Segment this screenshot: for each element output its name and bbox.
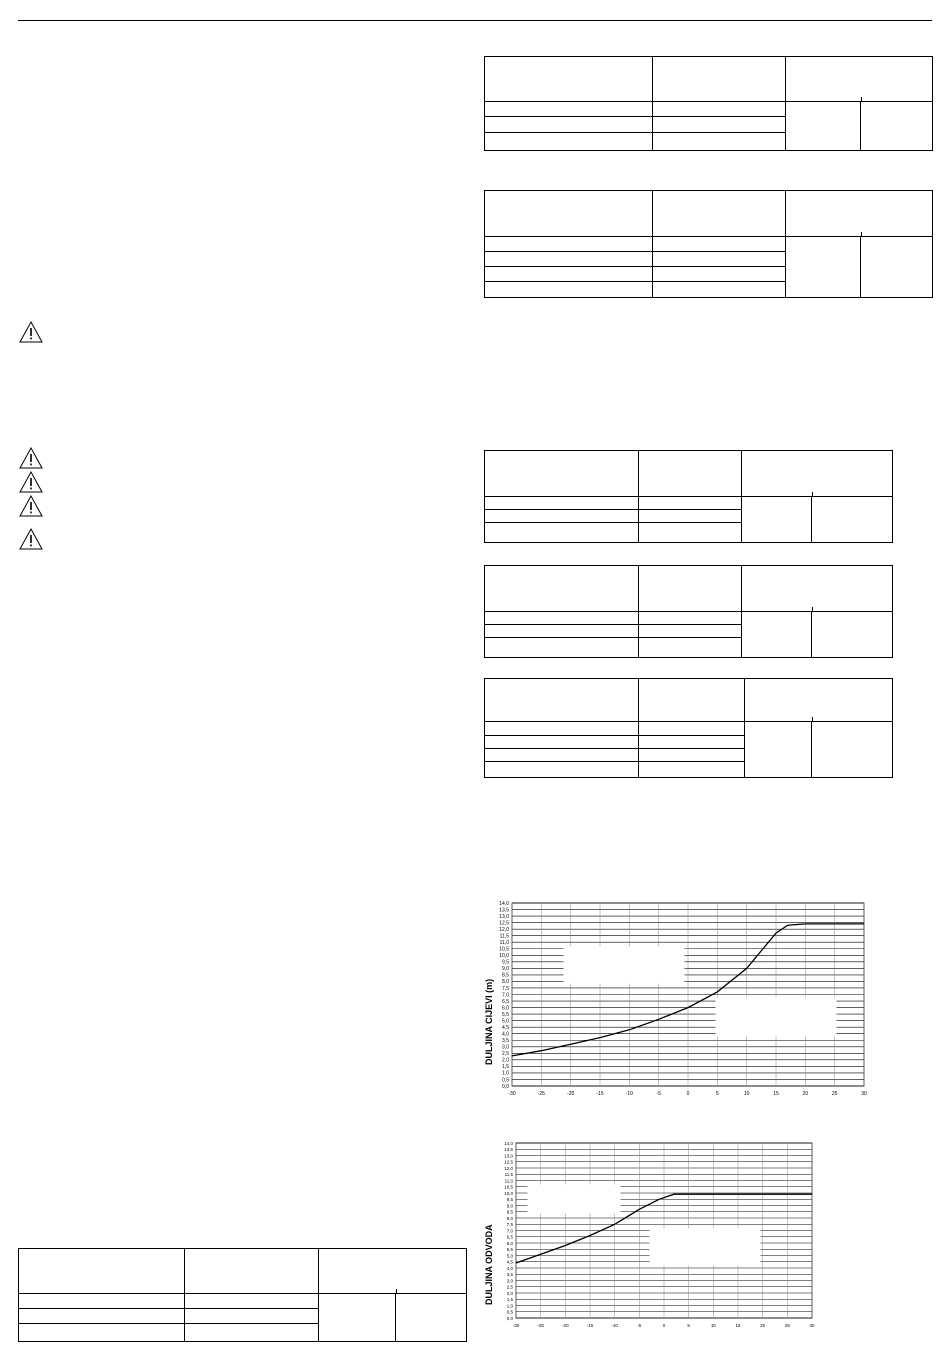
y-tick-label: 9,5 bbox=[502, 959, 509, 966]
x-tick-label: 25 bbox=[784, 1323, 790, 1328]
y-tick-label: 9,5 bbox=[506, 1197, 513, 1203]
y-tick-label: 7,0 bbox=[502, 992, 509, 999]
spec-table-6 bbox=[18, 1248, 467, 1342]
y-tick-label: 3,0 bbox=[502, 1044, 509, 1051]
y-tick-label: 11,5 bbox=[504, 1172, 513, 1178]
y-tick-label: 0,5 bbox=[502, 1077, 509, 1084]
y-tick-label: 5,5 bbox=[506, 1247, 513, 1253]
y-tick-label: 0,0 bbox=[506, 1315, 513, 1321]
y-tick-label: 11,5 bbox=[499, 933, 509, 940]
y-tick-labels bbox=[499, 901, 509, 1090]
x-tick-label: -15 bbox=[596, 1091, 604, 1097]
y-tick-label: 1,5 bbox=[502, 1064, 509, 1071]
warning-triangle-icon bbox=[18, 527, 44, 551]
y-axis-label: DULJINA CIJEVI (m) bbox=[484, 978, 494, 1065]
y-tick-label: 10,5 bbox=[499, 946, 509, 953]
x-tick-label: 15 bbox=[773, 1091, 779, 1097]
y-tick-labels bbox=[504, 1141, 513, 1321]
chart-legend-boxes bbox=[564, 947, 836, 1036]
y-tick-label: 8,5 bbox=[502, 972, 509, 979]
blank-label-box bbox=[716, 998, 836, 1036]
top-rule bbox=[18, 20, 932, 21]
pipe-length-chart bbox=[478, 895, 878, 1105]
x-tick-label: 5 bbox=[687, 1323, 690, 1328]
x-tick-labels bbox=[513, 1323, 815, 1328]
y-tick-label: 3,5 bbox=[502, 1038, 509, 1045]
y-tick-label: 13,5 bbox=[499, 907, 509, 914]
y-tick-label: 12,5 bbox=[499, 920, 509, 927]
y-tick-label: 6,5 bbox=[502, 998, 509, 1005]
x-tick-label: 10 bbox=[743, 1091, 750, 1097]
x-tick-label: -5 bbox=[637, 1323, 642, 1328]
spec-table-2 bbox=[484, 190, 933, 298]
blank-label-box bbox=[564, 947, 684, 983]
y-tick-label: 8,0 bbox=[506, 1215, 513, 1221]
y-tick-label: 4,5 bbox=[502, 1024, 509, 1031]
y-tick-label: 4,0 bbox=[502, 1031, 509, 1038]
y-tick-label: 2,5 bbox=[506, 1284, 513, 1290]
y-tick-label: 7,5 bbox=[502, 985, 509, 992]
warning-triangle-icon bbox=[18, 446, 44, 470]
warning-triangle-icon bbox=[18, 494, 44, 518]
y-tick-label: 9,0 bbox=[502, 966, 509, 973]
y-tick-label: 13,5 bbox=[504, 1147, 513, 1153]
drain-length-chart bbox=[478, 1135, 828, 1345]
spec-table-1 bbox=[484, 56, 933, 151]
y-tick-label: 4,0 bbox=[506, 1265, 513, 1271]
x-tick-label: 10 bbox=[710, 1323, 716, 1328]
chart-legend-boxes bbox=[528, 1185, 760, 1265]
x-tick-label: -10 bbox=[611, 1323, 618, 1328]
y-tick-label: 10,0 bbox=[499, 953, 509, 960]
y-tick-label: 0,5 bbox=[506, 1309, 513, 1315]
x-tick-label: 20 bbox=[802, 1091, 809, 1097]
y-tick-label: 9,0 bbox=[506, 1203, 513, 1209]
y-tick-label: 13,0 bbox=[504, 1153, 513, 1159]
y-tick-label: 2,5 bbox=[502, 1051, 509, 1058]
y-tick-label: 1,0 bbox=[506, 1303, 513, 1309]
y-tick-label: 2,0 bbox=[502, 1057, 509, 1064]
blank-label-box bbox=[650, 1229, 760, 1265]
y-tick-label: 7,0 bbox=[506, 1228, 513, 1234]
x-tick-label: 30 bbox=[809, 1323, 815, 1328]
y-axis-label: DULJINA ODVODA bbox=[484, 1224, 494, 1305]
y-tick-label: 11,0 bbox=[504, 1178, 513, 1184]
x-tick-label: 0 bbox=[686, 1091, 690, 1097]
y-tick-label: 11,0 bbox=[499, 940, 509, 947]
spec-table-4 bbox=[484, 565, 893, 658]
x-tick-label: 0 bbox=[662, 1323, 666, 1328]
y-tick-label: 13,0 bbox=[499, 913, 509, 920]
y-tick-label: 12,0 bbox=[499, 926, 509, 933]
x-tick-label: 5 bbox=[715, 1091, 719, 1097]
x-tick-label: -20 bbox=[562, 1323, 569, 1328]
y-tick-label: 2,0 bbox=[506, 1290, 513, 1296]
y-tick-label: 3,0 bbox=[506, 1278, 513, 1284]
y-tick-label: 6,5 bbox=[506, 1234, 513, 1240]
x-tick-label: -5 bbox=[656, 1091, 661, 1097]
x-tick-labels bbox=[508, 1091, 867, 1097]
y-tick-label: 3,5 bbox=[506, 1272, 513, 1278]
y-tick-label: 4,5 bbox=[506, 1259, 513, 1265]
y-tick-label: 14,0 bbox=[504, 1140, 513, 1146]
y-tick-label: 1,0 bbox=[502, 1070, 509, 1077]
y-tick-label: 10,5 bbox=[504, 1184, 513, 1190]
warning-triangle-icon bbox=[18, 470, 44, 494]
x-tick-label: -15 bbox=[586, 1323, 594, 1328]
y-tick-label: 8,0 bbox=[502, 979, 509, 986]
x-tick-label: -25 bbox=[537, 1323, 544, 1328]
y-tick-label: 1,5 bbox=[506, 1297, 513, 1303]
y-tick-label: 6,0 bbox=[502, 1005, 509, 1012]
x-tick-label: 20 bbox=[760, 1323, 766, 1328]
y-tick-label: 5,0 bbox=[506, 1253, 513, 1259]
x-tick-label: 15 bbox=[735, 1323, 741, 1328]
spec-table-5 bbox=[484, 678, 893, 778]
warning-triangle-icon bbox=[18, 320, 44, 344]
y-tick-label: 5,0 bbox=[502, 1018, 509, 1025]
x-tick-label: -10 bbox=[625, 1091, 633, 1097]
x-tick-label: -30 bbox=[512, 1323, 520, 1328]
y-tick-label: 5,5 bbox=[502, 1011, 509, 1018]
y-tick-label: 6,0 bbox=[506, 1240, 513, 1246]
y-tick-label: 12,5 bbox=[504, 1159, 513, 1165]
y-tick-label: 14,0 bbox=[499, 900, 509, 907]
chart-grid bbox=[512, 903, 864, 1086]
x-tick-label: 25 bbox=[831, 1091, 838, 1097]
x-tick-label: 30 bbox=[861, 1091, 867, 1097]
x-tick-label: -20 bbox=[567, 1091, 575, 1097]
y-tick-label: 7,5 bbox=[506, 1222, 513, 1228]
x-tick-label: -30 bbox=[508, 1091, 516, 1097]
y-tick-label: 10,0 bbox=[504, 1190, 513, 1196]
blank-label-box bbox=[528, 1185, 620, 1213]
y-tick-label: 12,0 bbox=[504, 1165, 513, 1171]
y-tick-label: 0,0 bbox=[502, 1083, 509, 1090]
y-tick-label: 8,5 bbox=[506, 1209, 513, 1215]
spec-table-3 bbox=[484, 450, 893, 543]
x-tick-label: -25 bbox=[537, 1091, 545, 1097]
